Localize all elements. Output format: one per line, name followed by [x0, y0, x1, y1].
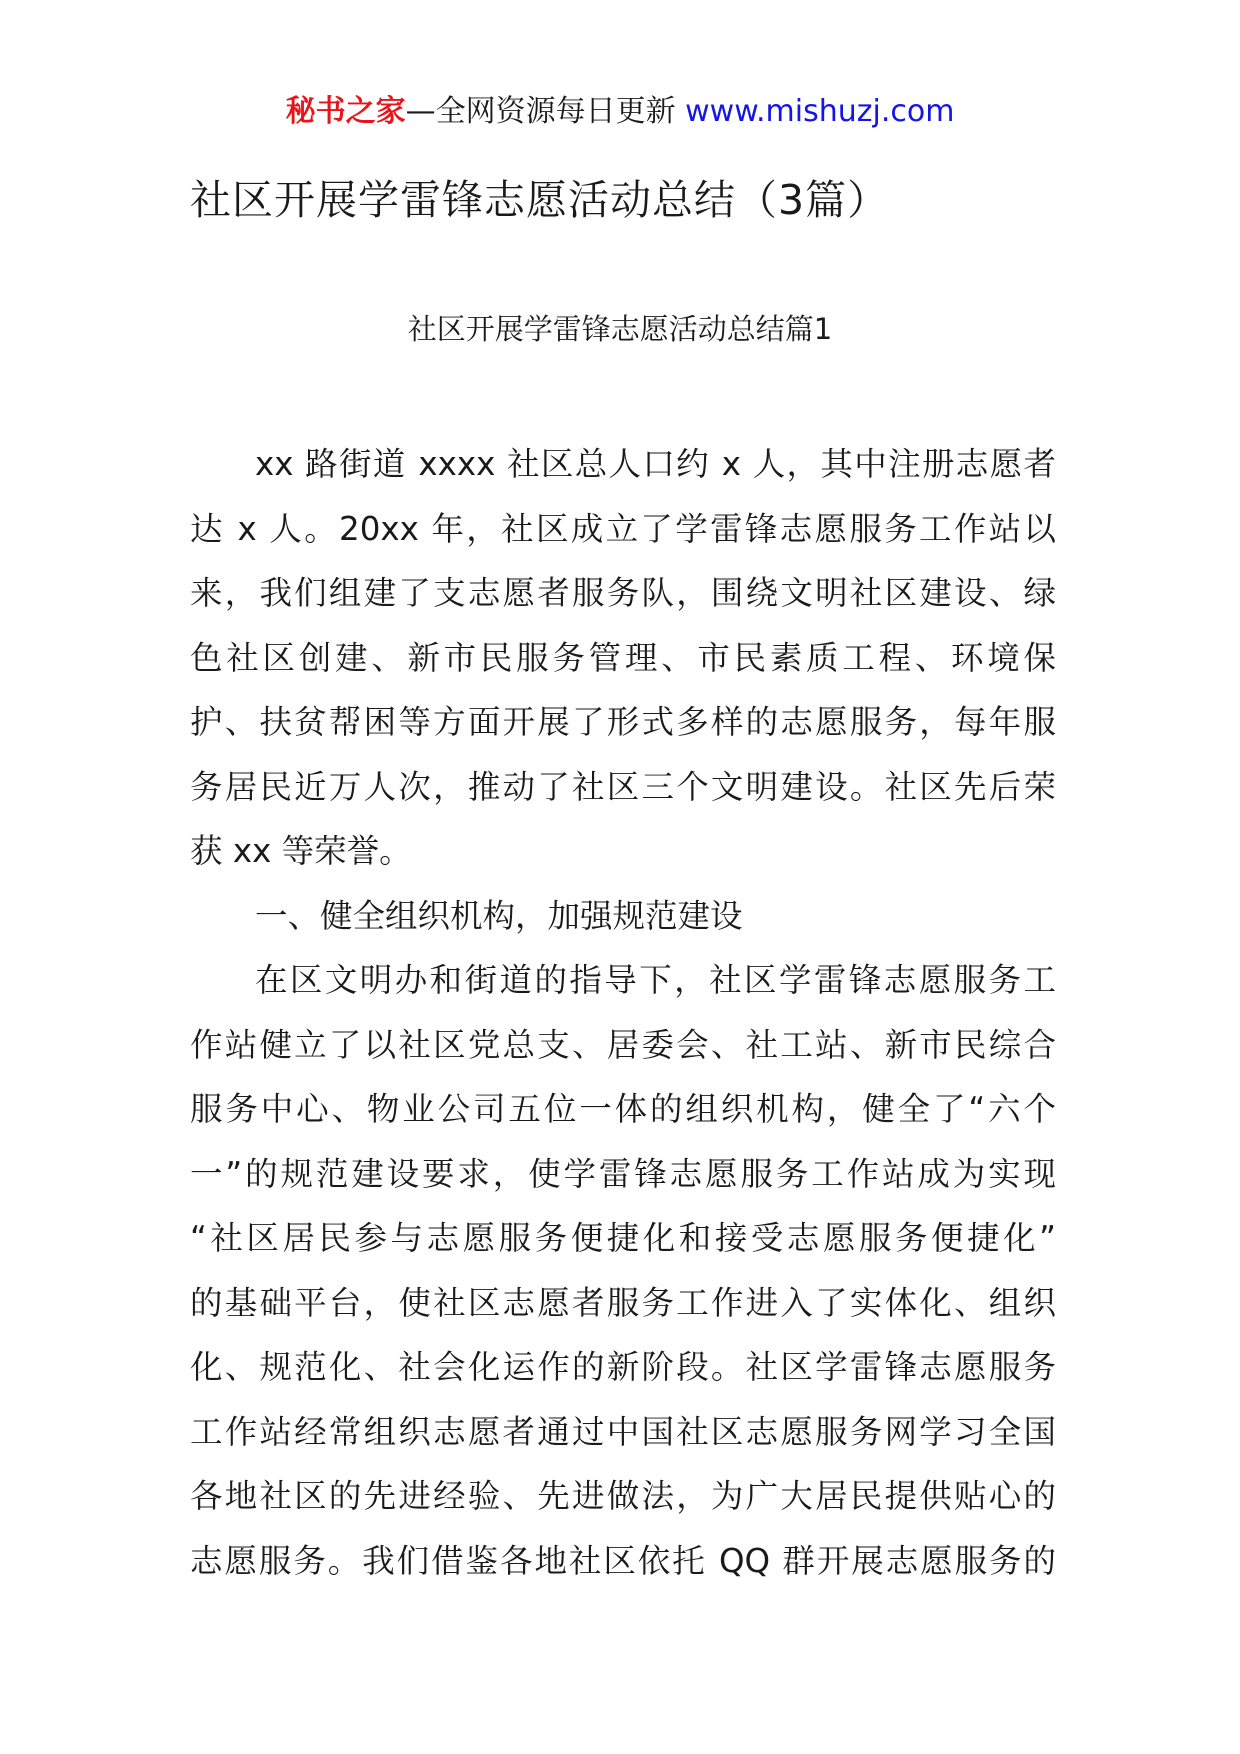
document-title: 社区开展学雷锋志愿活动总结（3篇）	[190, 176, 890, 224]
paragraph-line: 志愿服务。我们借鉴各地社区依托 QQ 群开展志愿服务的	[190, 1541, 1056, 1580]
paragraph-line: 一”的规范建设要求，使学雷锋志愿服务工作站成为实现	[190, 1154, 1056, 1193]
paragraph-line: 各地社区的先进经验、先进做法，为广大居民提供贴心的	[190, 1477, 1056, 1515]
page-header	[0, 92, 1240, 132]
paragraph-line: 获 xx 等荣誉。	[190, 832, 412, 870]
paragraph-line: 色社区创建、新市民服务管理、市民素质工程、环境保	[190, 638, 1056, 677]
section-heading: 一、健全组织机构，加强规范建设	[255, 896, 743, 935]
paragraph-line: “社区居民参与志愿服务便捷化和接受志愿服务便捷化”	[190, 1219, 1056, 1257]
paragraph-line: 化、规范化、社会化运作的新阶段。社区学雷锋志愿服务	[190, 1348, 1056, 1386]
paragraph-line: 来，我们组建了支志愿者服务队，围绕文明社区建设、绿	[190, 574, 1056, 612]
paragraph-line: 工作站经常组织志愿者通过中国社区志愿服务网学习全国	[190, 1412, 1056, 1451]
paragraph-line: 护、扶贫帮困等方面开展了形式多样的志愿服务，每年服	[190, 703, 1056, 741]
paragraph-line: 服务中心、物业公司五位一体的组织机构，健全了“六个	[190, 1090, 1056, 1128]
section-title: 社区开展学雷锋志愿活动总结篇1	[407, 312, 833, 346]
paragraph-line: 作站健立了以社区党总支、居委会、社工站、新市民综合	[190, 1025, 1056, 1064]
paragraph-line: 达 x 人。20xx 年，社区成立了学雷锋志愿服务工作站以	[190, 509, 1056, 548]
paragraph-line: 务居民近万人次，推动了社区三个文明建设。社区先后荣	[190, 767, 1056, 806]
brand-name: 秘书之家	[285, 94, 406, 129]
header-slogan: —全网资源每日更新	[405, 94, 676, 129]
body-text	[190, 432, 1056, 1593]
website-link[interactable]: www.mishuzj.com	[685, 94, 955, 129]
paragraph-line: 在区文明办和街道的指导下，社区学雷锋志愿服务工	[255, 961, 1056, 999]
paragraph-line: xx 路街道 xxxx 社区总人口约 x 人，其中注册志愿者	[255, 445, 1056, 483]
paragraph-line: 的基础平台，使社区志愿者服务工作进入了实体化、组织	[190, 1283, 1056, 1322]
